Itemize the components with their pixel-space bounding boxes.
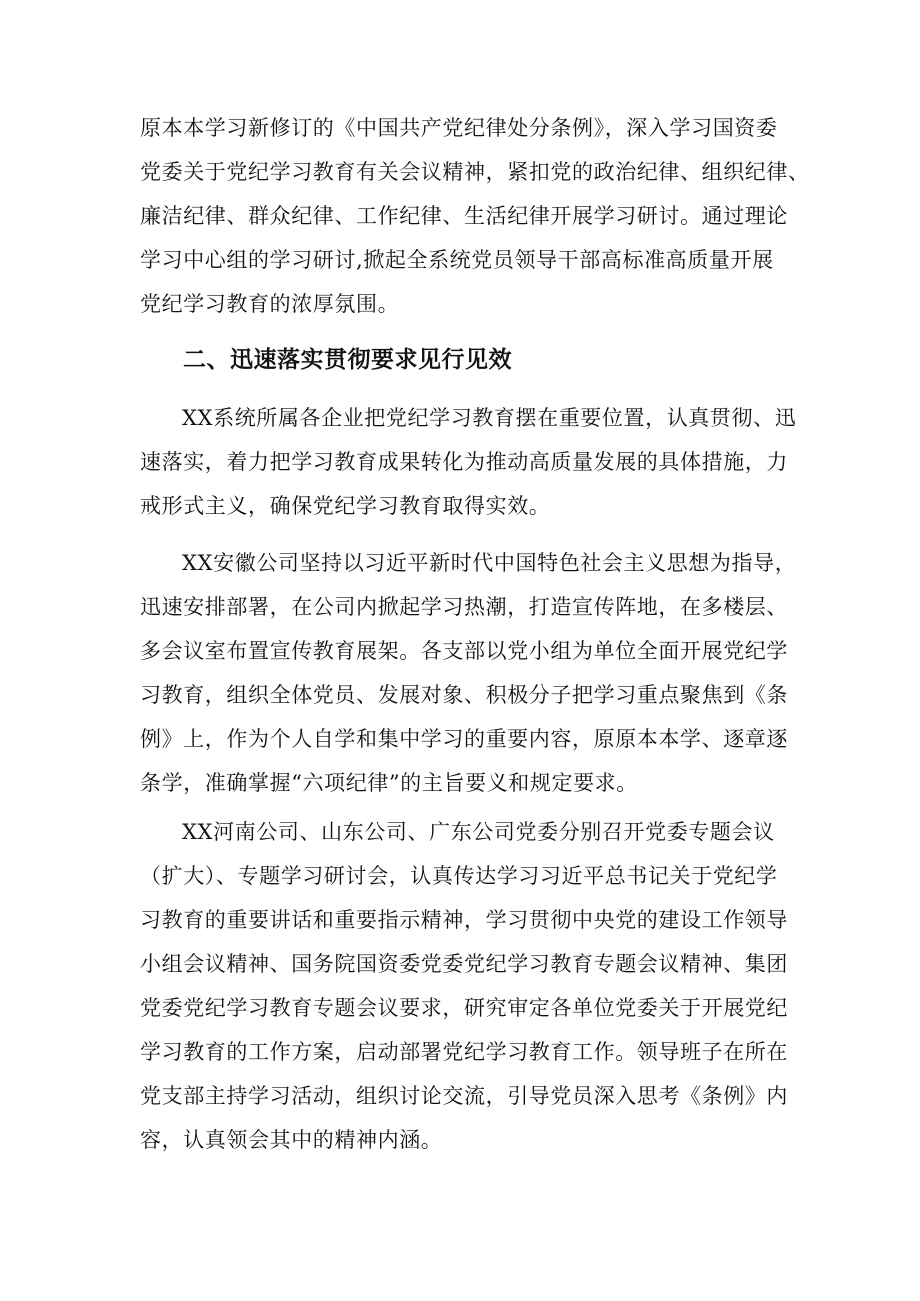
paragraph-line: 戒形式主义，确保党纪学习教育取得实效。 — [140, 494, 551, 518]
paragraph-line: 迅速安排部署，在公司内掀起学习热潮，打造宣传阵地，在多楼层、 — [140, 595, 788, 619]
section-heading: 二、迅速落实贯彻要求见行见效 — [183, 347, 512, 373]
paragraph-3 — [140, 541, 795, 805]
paragraph-line: 多会议室布置宣传教育展架。各支部以党小组为单位全面开展党纪学 — [140, 639, 788, 663]
paragraph-line: XX河南公司、山东公司、广东公司党委分别召开党委专题会议 — [182, 820, 775, 844]
paragraph-line: （扩大）、专题学习研讨会，认真传达学习习近平总书记关于党纪学 — [140, 864, 778, 888]
paragraph-line: 容，认真领会其中的精神内涵。 — [140, 1128, 443, 1152]
paragraph-line: 速落实，着力把学习教育成果转化为推动高质量发展的具体措施，力 — [140, 450, 788, 474]
paragraph-line: XX安徽公司坚持以习近平新时代中国特色社会主义思想为指导， — [182, 551, 797, 575]
paragraph-line: 习教育的重要讲话和重要指示精神，学习贯彻中央党的建设工作领导 — [140, 908, 788, 932]
paragraph-line: 条学，准确掌握“六项纪律”的主旨要义和规定要求。 — [140, 771, 638, 795]
paragraph-line: 学习教育的工作方案，启动部署党纪学习教育工作。领导班子在所在 — [140, 1040, 788, 1064]
paragraph-2 — [140, 396, 795, 528]
paragraph-4 — [140, 810, 795, 1162]
paragraph-line: 学习中心组的学习研讨,掀起全系统党员领导干部高标准高质量开展 — [140, 248, 774, 272]
paragraph-line: 例》上，作为个人自学和集中学习的重要内容，原原本本学、逐章逐 — [140, 727, 788, 751]
paragraph-line: 廉洁纪律、群众纪律、工作纪律、生活纪律开展学习研讨。通过理论 — [140, 204, 788, 228]
paragraph-line: 党支部主持学习活动，组织讨论交流，引导党员深入思考《条例》内 — [140, 1084, 788, 1108]
paragraph-line: XX系统所属各企业把党纪学习教育摆在重要位置，认真贯彻、迅 — [182, 406, 797, 430]
paragraph-line: 小组会议精神、国务院国资委党委党纪学习教育专题会议精神、集团 — [140, 952, 788, 976]
paragraph-line: 党委党纪学习教育专题会议要求，研究审定各单位党委关于开展党纪 — [140, 996, 788, 1020]
paragraph-line: 原本本学习新修订的《中国共产党纪律处分条例》，深入学习国资委 — [140, 116, 778, 140]
paragraph-1 — [140, 106, 810, 326]
paragraph-line: 党委关于党纪学习教育有关会议精神，紧扣党的政治纪律、组织纪律、 — [140, 160, 810, 184]
paragraph-line: 党纪学习教育的浓厚氛围。 — [140, 292, 400, 316]
paragraph-line: 习教育，组织全体党员、发展对象、积极分子把学习重点聚焦到《条 — [140, 683, 788, 707]
